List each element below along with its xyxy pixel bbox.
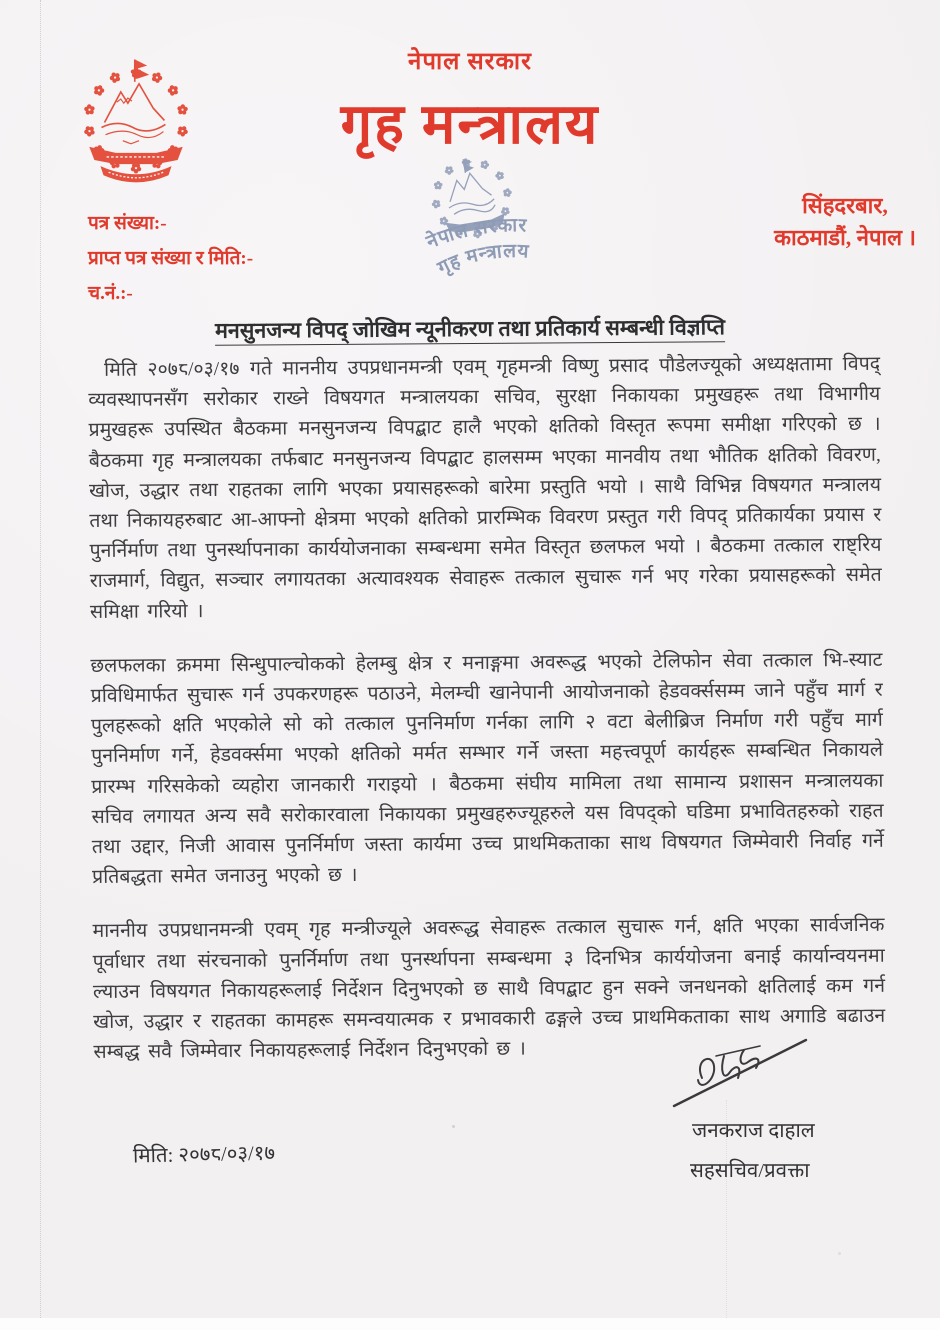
ref-received-letter-label: प्राप्त पत्र संख्या र मिति:- xyxy=(88,248,254,269)
ministry-name: गृह मन्त्रालय xyxy=(340,94,600,156)
fold-line xyxy=(40,0,41,1318)
signature-scribble xyxy=(668,1026,814,1116)
scan-speck xyxy=(838,1252,841,1255)
scan-speck xyxy=(452,1125,455,1128)
document-body xyxy=(88,350,886,1093)
document-date: मिति: २०७८/०३/१७ xyxy=(132,1142,276,1168)
paragraph-3: माननीय उपप्रधानमन्त्री एवम् गृह मन्त्रीज्यूले अवरूद्ध सेवाहरू तत्काल सुचारू गर्न, क्षति भएका सार्वजनिक पूर्वाधार तथा संरचनाको पुनर्निर्माण तथा पुनर्स्थापना सम्बन्धमा ३ दिनभित्र कार्ययोजना बनाई कार्यान्वयनमा ल्याउन विषयगत निकायहरूलाई निर्देशन दिनुभएको छ साथै विपद्बाट हुन सक्ने जनधनको क्षतिलाई कम गर्न खोज, उद्धार र राहतका कामहरू समन्वयात्मक र प्रभावकारी ढङ्गले उच्च प्राथमिकताका साथ अगाडि बढाउन सम्बद्ध सवै जिम्मेवार निकायहरूलाई निर्देशन दिनुभएको छ । xyxy=(92,915,886,1064)
ref-letter-number-label: पत्र संख्या:- xyxy=(88,213,167,234)
paragraph-1: मिति २०७८/०३/१७ गते माननीय उपप्रधानमन्त्री एवम् गृहमन्त्री विष्णु प्रसाद पौडेलज्यूको अध्यक्षतामा विपद् व्यवस्थापनसँग सरोकार राख्ने विषयगत मन्त्रालयका सचिव, सुरक्षा निकायका प्रमुखहरू तथा विभागीय प्रमुखहरू उपस्थित बैठकमा मनसुनजन्य विपद्बाट हालै भएको क्षतिको विस्तृत रूपमा समीक्षा गरिएको छ । बैठकमा गृह मन्त्रालयका तर्फबाट मनसुनजन्य विपद्बाट हालसम्म भएका मानवीय तथा भौतिक क्षतिको विवरण, खोज, उद्धार तथा राहतका लागि भएका प्रयासहरूको बारेमा प्रस्तुति भयो । साथै विभिन्न विषयगत मन्त्रालय तथा निकायहरुबाट आ-आफ्नो क्षेत्रमा भएको क्षतिको प्रारम्भिक विवरण प्रस्तुत गरी विपद् प्रतिकार्यका प्रयास र पुनर्निर्माण तथा पुनर्स्थापनाका कार्ययोजनाका सम्बन्धमा समेत विस्तृत छलफल भयो । बैठकमा तत्काल राष्ट्रिय राजमार्ग, विद्युत, सञ्चार लगायतका अत्यावश्यक सेवाहरू तत्काल सुचारू गर्न भए गरेका प्रयासहरूको समेत समिक्षा गरियो । xyxy=(88,353,882,623)
document-title: मनसुनजन्य विपद् जोखिम न्यूनीकरण तथा प्रतिकार्य सम्बन्धी विज्ञप्ति xyxy=(0,311,940,347)
reference-fields xyxy=(88,206,388,311)
signatory-designation: सहसचिव/प्रवक्ता xyxy=(690,1160,810,1182)
stamp-text-line1: नेपाल सरकार xyxy=(423,215,528,254)
ministry-stamp-icon xyxy=(387,135,566,315)
stamp-mountains xyxy=(444,170,496,217)
address-line-2: काठमाडौं, नेपाल । xyxy=(774,225,916,250)
scan-edge xyxy=(0,1318,940,1330)
government-name: नेपाल सरकार xyxy=(408,49,532,75)
paragraph-2: छलफलका क्रममा सिन्धुपाल्चोकको हेलम्बु क्षेत्र र मनाङ्गमा अवरूद्ध भएको टेलिफोन सेवा तत्काल भि-स्याट प्रविधिमार्फत सुचारू गर्न उपकरणहरू पठाउने, मेलम्ची खानेपानी आयोजनाको हेडवर्क्ससम्म जाने पहुँच मार्ग र पुलहरूको क्षति भएकोले सो को तत्काल पुननिर्माण गर्नका लागि २ वटा बेलीब्रिज निर्माण गरी पहुँच मार्ग पुननिर्माण गर्ने, हेडवर्क्समा भएको क्षतिको मर्मत सम्भार गर्ने जस्ता महत्त्वपूर्ण कार्यहरू सम्बन्धित निकायले प्रारम्भ गरिसकेको व्यहोरा जानकारी गराइयो । बैठकमा संघीय मामिला तथा सामान्य प्रशासन मन्त्रालयका सचिव लगायत अन्य सवै सरोकारवाला निकायका प्रमुखहरुज्यूहरुले यस विपद्को घडिमा प्रभावितहरुको राहत तथा उद्दार, निजी आवास पुनर्निर्माण जस्ता कार्यमा उच्च प्राथमिकताका साथ विषयगत जिम्मेवारी निर्वाह गर्ने प्रतिबद्धता समेत जनाउनु भएको छ । xyxy=(90,649,884,889)
address-line-1: सिंहदरबार, xyxy=(802,193,888,218)
stamp-text-line2: गृह मन्त्रालय xyxy=(434,240,531,280)
signatory-name: जनकराज दाहाल xyxy=(692,1120,815,1142)
office-address xyxy=(762,190,928,254)
ref-dispatch-number-label: च.नं.:- xyxy=(88,283,133,304)
